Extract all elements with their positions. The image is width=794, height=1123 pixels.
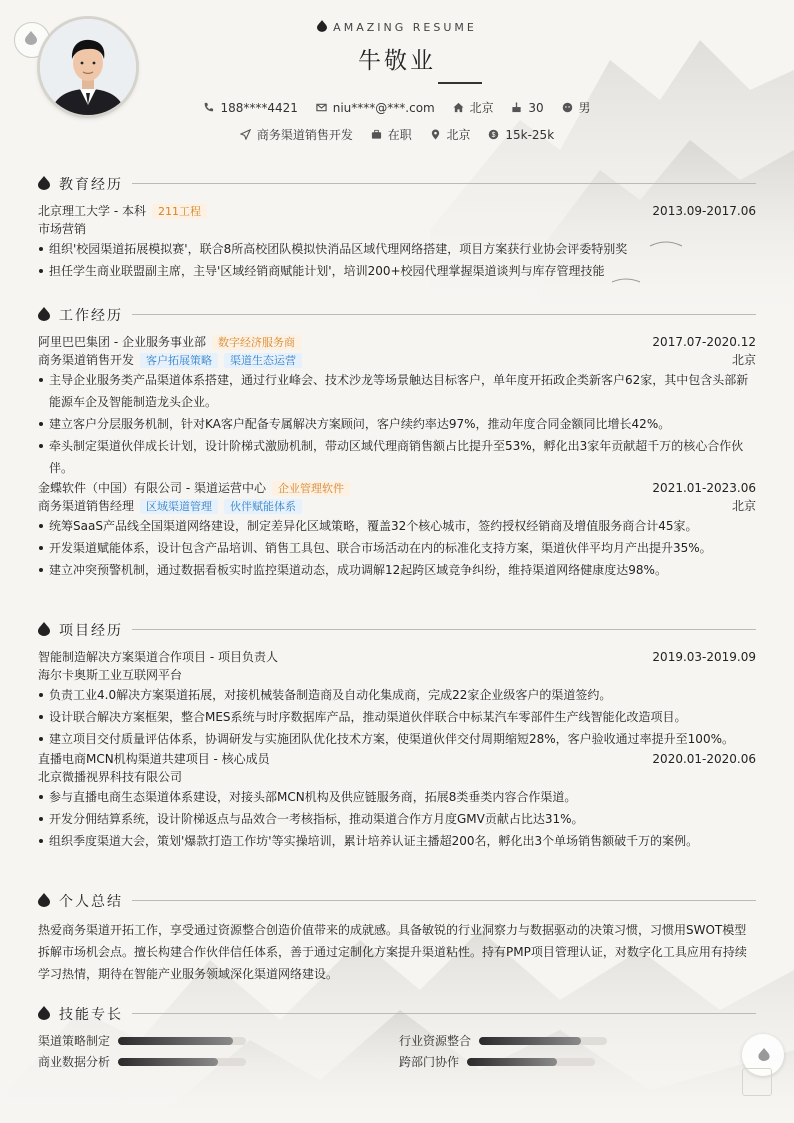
work-city: 北京	[731, 499, 756, 513]
phone-icon	[203, 102, 214, 113]
mail-icon	[316, 102, 327, 113]
list-item: 组织季度渠道大会，策划'爆款打造工作坊'等实操培训，累计培养认证主播超200名，孵化出3个单场销售额破千万的案例。	[38, 830, 756, 852]
date-range: 2019.03-2019.09	[652, 650, 756, 664]
ink-drop-icon	[38, 307, 50, 321]
contact-gender: 男	[562, 99, 591, 116]
project-entry-header	[38, 750, 756, 768]
gender-icon	[562, 102, 573, 113]
decorative-box	[742, 1068, 772, 1096]
skill-bar	[118, 1058, 246, 1066]
name-underline	[438, 82, 482, 84]
major: 市场营销	[38, 222, 87, 236]
work-city: 北京	[731, 353, 756, 367]
bullet-list	[38, 515, 756, 581]
contact-city: 北京	[453, 99, 494, 116]
summary-text: 热爱商务渠道开拓工作，享受通过资源整合创造价值带来的成就感。具备敏锐的行业洞察力与数据驱动的决策习惯，习惯用SWOT模型拆解市场机会点。擅长构建合作伙伴信任体系，善于通过定制化方案提升渠道粘性。持有PMP项目管理认证，对数字化工具应用有持续学习热情，期待在智能产业服务领域深化渠道网络建设。	[38, 923, 747, 981]
section-divider	[132, 1013, 756, 1014]
job-city: 北京	[430, 126, 471, 143]
list-item: 负责工业4.0解决方案渠道拓展，对接机械装备制造商及自动化集成商，完成22家企业级客户的渠道签约。	[38, 684, 756, 706]
skill-bar	[118, 1037, 246, 1045]
section-title: 项目经历	[59, 623, 123, 639]
school-name: 北京理工大学 - 本科	[38, 204, 146, 218]
skill-name: 渠道策略制定	[38, 1034, 111, 1048]
location-icon	[430, 129, 441, 140]
home-icon	[453, 102, 464, 113]
date-range: 2021.01-2023.06	[652, 481, 756, 495]
skill-name: 跨部门协作	[399, 1055, 460, 1069]
list-item: 统筹SaaS产品线全国渠道网络建设，制定差异化区域策略，覆盖32个核心城市，签约授权经销商及增值服务商合计45家。	[38, 515, 756, 537]
school-tag: 211工程	[152, 204, 207, 219]
list-item: 组织'校园渠道拓展模拟赛'，联合8所高校团队模拟快消品区域代理网络搭建，项目方案获行业协会评委特别奖	[38, 238, 756, 260]
send-icon	[240, 129, 251, 140]
job-role: 商务渠道销售经理	[38, 499, 135, 513]
skill-item	[38, 1054, 110, 1070]
project-name: 智能制造解决方案渠道合作项目 - 项目负责人	[38, 650, 278, 664]
section-title: 教育经历	[59, 177, 123, 193]
section-title: 工作经历	[59, 308, 123, 324]
role-tag: 渠道生态运营	[224, 353, 302, 368]
skill-item	[399, 1054, 459, 1070]
project-name: 直播电商MCN机构渠道共建项目 - 核心成员	[38, 752, 270, 766]
list-item: 主导企业服务类产品渠道体系搭建，通过行业峰会、技术沙龙等场景触达目标客户，单年度开拓政企类新客户62家，其中包含头部新能源车企及智能制造龙头企业。	[38, 369, 756, 413]
summary-section	[38, 891, 756, 985]
project-entry-header	[38, 648, 756, 666]
project-org: 北京微播视界科技有限公司	[38, 770, 183, 784]
list-item: 牵头制定渠道伙伴成长计划，设计阶梯式激励机制，带动区域代理商销售额占比提升至53%，孵化出3家年贡献超千万的核心合作伙伴。	[38, 435, 756, 479]
company-name: 阿里巴巴集团 - 企业服务事业部	[38, 335, 206, 349]
bullet-list	[38, 238, 756, 282]
ink-drop-icon	[317, 20, 327, 32]
list-item: 开发分佣结算系统，设计阶梯返点与品效合一考核指标，推动渠道合作方月度GMV贡献占比达31%。	[38, 808, 756, 830]
skill-item	[38, 1033, 110, 1049]
ink-drop-icon	[38, 622, 50, 636]
date-range: 2017.07-2020.12	[652, 335, 756, 349]
list-item: 设计联合解决方案框架，整合MES系统与时序数据库产品，推动渠道伙伴联合中标某汽车零部件生产线智能化改造项目。	[38, 706, 756, 728]
briefcase-icon	[371, 129, 382, 140]
list-item: 建立项目交付质量评估体系，协调研发与实施团队优化技术方案，使渠道伙伴交付周期缩短28%，客户验收通过率提升至100%。	[38, 728, 756, 750]
ink-drop-icon	[38, 176, 50, 190]
section-divider	[132, 629, 756, 630]
job-status: 在职	[371, 126, 412, 143]
bullet-list	[38, 786, 756, 852]
role-tag: 伙伴赋能体系	[224, 499, 302, 514]
skill-bar	[467, 1058, 595, 1066]
ink-drop-icon	[38, 1006, 50, 1020]
date-range: 2013.09-2017.06	[652, 204, 756, 218]
job-role: 商务渠道销售开发	[38, 353, 135, 367]
skill-grid	[38, 1024, 756, 1074]
project-org: 海尔卡奥斯工业互联网平台	[38, 668, 183, 682]
skill-bar-fill	[118, 1058, 218, 1066]
skill-bar-fill	[118, 1037, 233, 1045]
contact-age: 30	[511, 101, 543, 115]
list-item: 开发渠道赋能体系，设计包含产品培训、销售工具包、联合市场活动在内的标准化支持方案，渠道伙伴平均月产出提升35%。	[38, 537, 756, 559]
svg-text:$: $	[491, 131, 496, 139]
ink-drop-icon	[758, 1048, 770, 1061]
salary-icon	[488, 129, 499, 140]
education-section	[38, 174, 756, 282]
contact-email: niu****@***.com	[316, 101, 435, 115]
section-title: 个人总结	[59, 894, 123, 910]
list-item: 参与直播电商生态渠道体系建设，对接头部MCN机构及供应链服务商，拓展8类垂类内容合作渠道。	[38, 786, 756, 808]
cake-icon	[511, 102, 522, 113]
work-role-row	[38, 497, 756, 515]
section-title: 技能专长	[59, 1007, 123, 1023]
list-item: 建立冲突预警机制，通过数据看板实时监控渠道动态，成功调解12起跨区域竞争纠纷，维持渠道网络健康度达98%。	[38, 559, 756, 581]
contact-row	[0, 99, 794, 116]
work-section	[38, 305, 756, 581]
role-tag: 客户拓展策略	[140, 353, 218, 368]
section-divider	[132, 183, 756, 184]
skill-name: 行业资源整合	[399, 1034, 472, 1048]
education-entry-header	[38, 202, 756, 220]
section-header	[38, 305, 756, 325]
company-tag: 企业管理软件	[272, 481, 350, 496]
contact-phone: 188****4421	[203, 101, 297, 115]
job-intention-row	[0, 126, 794, 143]
brand-label: AMAZING RESUME	[0, 20, 794, 34]
skill-bar	[479, 1037, 607, 1045]
skill-bar-fill	[479, 1037, 581, 1045]
skills-section	[38, 1004, 756, 1074]
section-header	[38, 1004, 756, 1024]
section-divider	[132, 900, 756, 901]
projects-section	[38, 620, 756, 852]
section-header	[38, 891, 756, 911]
bullet-list	[38, 684, 756, 750]
date-range: 2020.01-2020.06	[652, 752, 756, 766]
section-divider	[132, 314, 756, 315]
work-role-row	[38, 351, 756, 369]
role-tag: 区域渠道管理	[140, 499, 218, 514]
company-name: 金蝶软件（中国）有限公司 - 渠道运营中心	[38, 481, 266, 495]
job-position: 商务渠道销售开发	[240, 126, 353, 143]
skill-bar-fill	[467, 1058, 557, 1066]
list-item: 担任学生商业联盟副主席，主导'区域经销商赋能计划'，培训200+校园代理掌握渠道谈判与库存管理技能	[38, 260, 756, 282]
job-salary: $ 15k-25k	[488, 128, 554, 142]
company-tag: 数字经济服务商	[212, 335, 301, 350]
skill-item	[399, 1033, 471, 1049]
section-header	[38, 620, 756, 640]
candidate-name: 牛敬业	[358, 48, 436, 74]
list-item: 建立客户分层服务机制，针对KA客户配备专属解决方案顾问，客户续约率达97%，推动年度合同金额同比增长42%。	[38, 413, 756, 435]
skill-name: 商业数据分析	[38, 1055, 111, 1069]
work-entry-header	[38, 333, 756, 351]
ink-drop-icon	[38, 893, 50, 907]
bullet-list	[38, 369, 756, 479]
section-header	[38, 174, 756, 194]
work-entry-header	[38, 479, 756, 497]
